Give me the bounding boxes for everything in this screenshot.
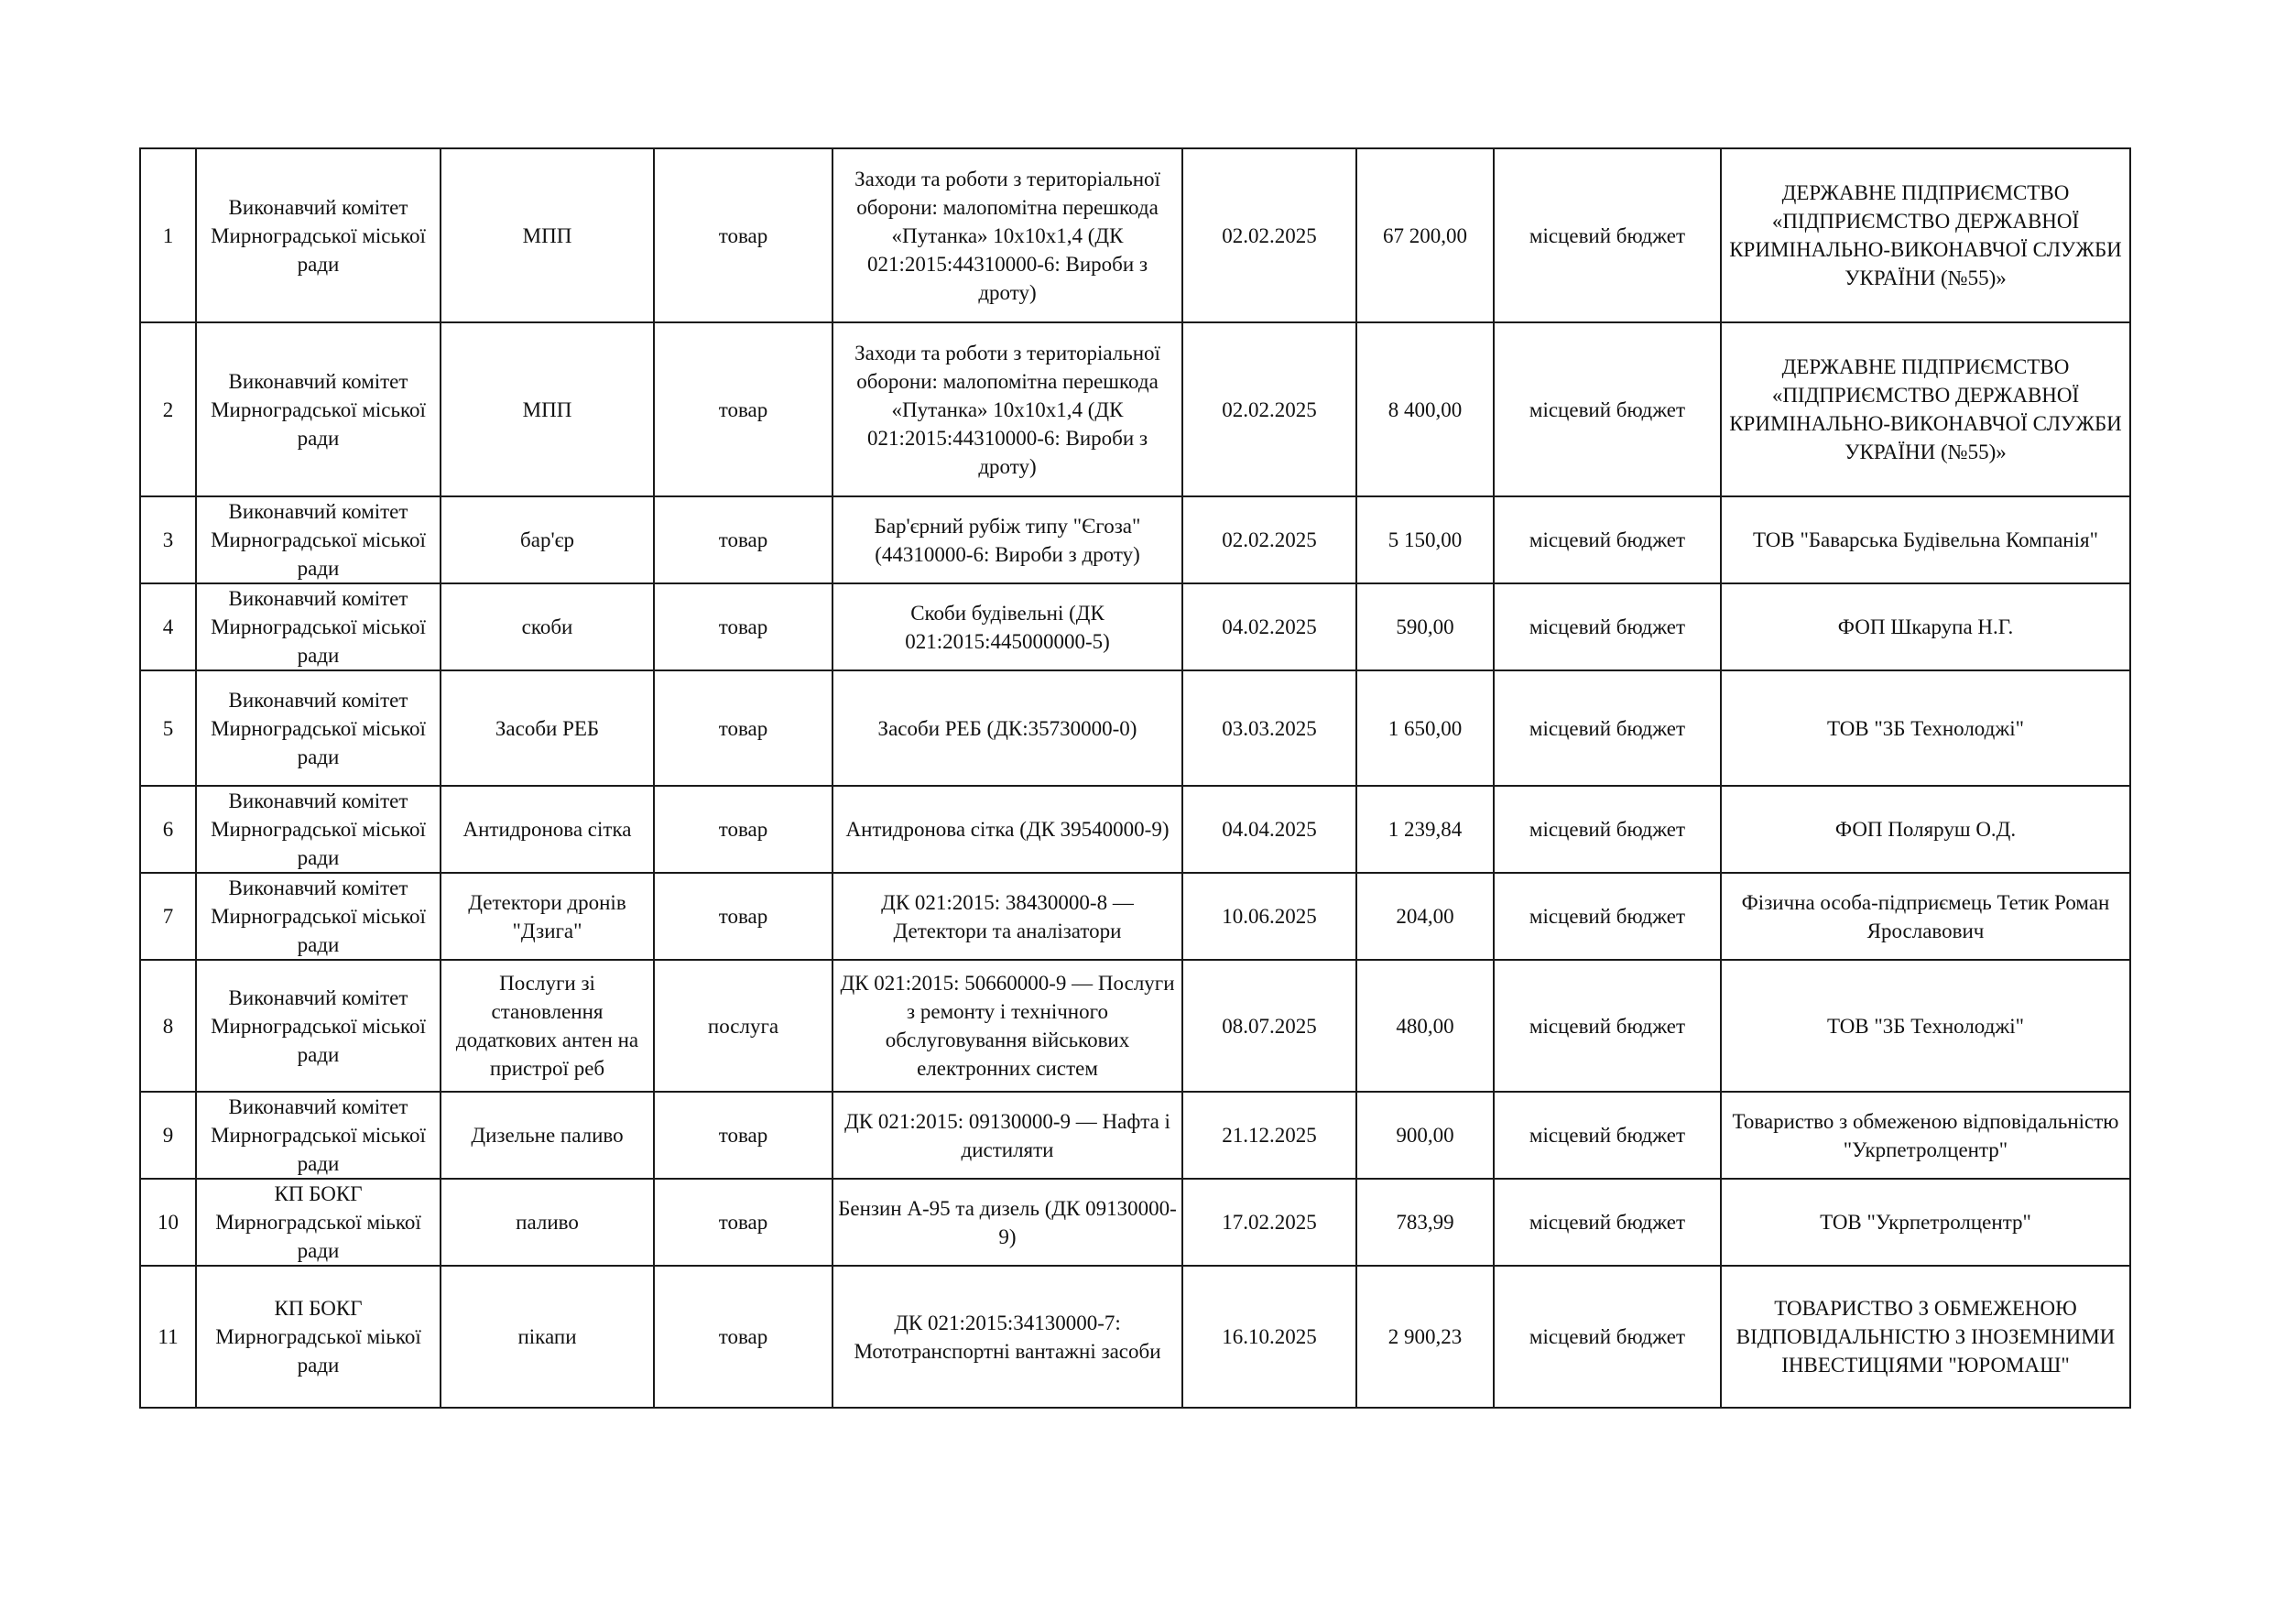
source-cell: місцевий бюджет — [1494, 1266, 1721, 1408]
date-cell: 02.02.2025 — [1182, 496, 1356, 583]
subject-cell: МПП — [441, 148, 654, 322]
amount-cell: 2 900,23 — [1356, 1266, 1494, 1408]
table-row — [140, 496, 2130, 583]
description-cell: Бензин А-95 та дизель (ДК 09130000-9) — [832, 1179, 1182, 1266]
row-number: 8 — [140, 960, 196, 1092]
subject-cell: Засоби РЕБ — [441, 670, 654, 786]
source-cell: місцевий бюджет — [1494, 148, 1721, 322]
row-number: 11 — [140, 1266, 196, 1408]
supplier-cell: ТОВ "Укрпетролцентр" — [1721, 1179, 2130, 1266]
amount-cell: 8 400,00 — [1356, 322, 1494, 496]
table-row — [140, 960, 2130, 1092]
table-row — [140, 670, 2130, 786]
customer-cell: Виконавчий комітет Мирноградської міської ради — [196, 1092, 441, 1179]
supplier-cell: ТОВАРИСТВО З ОБМЕЖЕНОЮ ВІДПОВІДАЛЬНІСТЮ З ІНОЗЕМНИМИ ІНВЕСТИЦІЯМИ "ЮРОМАШ" — [1721, 1266, 2130, 1408]
customer-cell: Виконавчий комітет Мирноградської міської ради — [196, 583, 441, 670]
date-cell: 08.07.2025 — [1182, 960, 1356, 1092]
subject-cell: скоби — [441, 583, 654, 670]
type-cell: товар — [654, 583, 832, 670]
description-cell: ДК 021:2015:34130000-7: Мототранспортні вантажні засоби — [832, 1266, 1182, 1408]
source-cell: місцевий бюджет — [1494, 322, 1721, 496]
source-cell: місцевий бюджет — [1494, 670, 1721, 786]
supplier-cell: Фізична особа-підприємець Тетик Роман Ярославович — [1721, 873, 2130, 960]
table-row — [140, 1179, 2130, 1266]
source-cell: місцевий бюджет — [1494, 873, 1721, 960]
supplier-cell: ТОВ "Баварська Будівельна Компанія" — [1721, 496, 2130, 583]
source-cell: місцевий бюджет — [1494, 786, 1721, 873]
row-number: 6 — [140, 786, 196, 873]
description-cell: ДК 021:2015: 09130000-9 — Нафта і дистиляти — [832, 1092, 1182, 1179]
amount-cell: 783,99 — [1356, 1179, 1494, 1266]
supplier-cell: ДЕРЖАВНЕ ПІДПРИЄМСТВО «ПІДПРИЄМСТВО ДЕРЖАВНОЇ КРИМІНАЛЬНО-ВИКОНАВЧОЇ СЛУЖБИ УКРАЇНИ (№55)» — [1721, 148, 2130, 322]
row-number: 9 — [140, 1092, 196, 1179]
description-cell: Заходи та роботи з територіальної оборони: малопомітна перешкода «Путанка» 10х10х1,4 (ДК 021:2015:44310000-6: Вироби з дроту) — [832, 148, 1182, 322]
amount-cell: 1 650,00 — [1356, 670, 1494, 786]
row-number: 7 — [140, 873, 196, 960]
source-cell: місцевий бюджет — [1494, 1179, 1721, 1266]
source-cell: місцевий бюджет — [1494, 1092, 1721, 1179]
date-cell: 10.06.2025 — [1182, 873, 1356, 960]
row-number: 5 — [140, 670, 196, 786]
customer-cell: КП БОКГ Мирноградської міької ради — [196, 1266, 441, 1408]
row-number: 4 — [140, 583, 196, 670]
date-cell: 02.02.2025 — [1182, 322, 1356, 496]
subject-cell: Дизельне паливо — [441, 1092, 654, 1179]
supplier-cell: ФОП Поляруш О.Д. — [1721, 786, 2130, 873]
type-cell: товар — [654, 873, 832, 960]
subject-cell: паливо — [441, 1179, 654, 1266]
description-cell: Скоби будівельні (ДК 021:2015:445000000-5) — [832, 583, 1182, 670]
customer-cell: Виконавчий комітет Мирноградської міської ради — [196, 148, 441, 322]
subject-cell: пікапи — [441, 1266, 654, 1408]
type-cell: товар — [654, 1179, 832, 1266]
procurement-table — [139, 147, 2131, 1409]
description-cell: Бар'єрний рубіж типу "Єгоза" (44310000-6: Вироби з дроту) — [832, 496, 1182, 583]
date-cell: 03.03.2025 — [1182, 670, 1356, 786]
amount-cell: 480,00 — [1356, 960, 1494, 1092]
subject-cell: МПП — [441, 322, 654, 496]
date-cell: 21.12.2025 — [1182, 1092, 1356, 1179]
table-row — [140, 148, 2130, 322]
description-cell: ДК 021:2015: 50660000-9 — Послуги з ремонту і технічного обслуговування військових електронних систем — [832, 960, 1182, 1092]
row-number: 10 — [140, 1179, 196, 1266]
supplier-cell: Товариство з обмеженою відповідальністю "Укрпетролцентр" — [1721, 1092, 2130, 1179]
supplier-cell: ТОВ "3Б Технолоджі" — [1721, 670, 2130, 786]
subject-cell: бар'єр — [441, 496, 654, 583]
subject-cell: Детектори дронів "Дзига" — [441, 873, 654, 960]
table-row — [140, 1092, 2130, 1179]
date-cell: 02.02.2025 — [1182, 148, 1356, 322]
type-cell: товар — [654, 496, 832, 583]
table-row — [140, 322, 2130, 496]
description-cell: Антидронова сітка (ДК 39540000-9) — [832, 786, 1182, 873]
customer-cell: Виконавчий комітет Мирноградської міської ради — [196, 960, 441, 1092]
date-cell: 17.02.2025 — [1182, 1179, 1356, 1266]
customer-cell: Виконавчий комітет Мирноградської міської ради — [196, 670, 441, 786]
description-cell: Засоби РЕБ (ДК:35730000-0) — [832, 670, 1182, 786]
row-number: 1 — [140, 148, 196, 322]
type-cell: товар — [654, 670, 832, 786]
amount-cell: 204,00 — [1356, 873, 1494, 960]
table-row — [140, 583, 2130, 670]
customer-cell: Виконавчий комітет Мирноградської міської ради — [196, 873, 441, 960]
customer-cell: Виконавчий комітет Мирноградської міської ради — [196, 786, 441, 873]
date-cell: 04.02.2025 — [1182, 583, 1356, 670]
table-row — [140, 786, 2130, 873]
type-cell: товар — [654, 148, 832, 322]
supplier-cell: ФОП Шкарупа Н.Г. — [1721, 583, 2130, 670]
row-number: 2 — [140, 322, 196, 496]
customer-cell: Виконавчий комітет Мирноградської міської ради — [196, 322, 441, 496]
table-row — [140, 873, 2130, 960]
type-cell: товар — [654, 1266, 832, 1408]
description-cell: Заходи та роботи з територіальної оборони: малопомітна перешкода «Путанка» 10х10х1,4 (ДК 021:2015:44310000-6: Вироби з дроту) — [832, 322, 1182, 496]
date-cell: 16.10.2025 — [1182, 1266, 1356, 1408]
amount-cell: 1 239,84 — [1356, 786, 1494, 873]
type-cell: товар — [654, 786, 832, 873]
amount-cell: 67 200,00 — [1356, 148, 1494, 322]
amount-cell: 900,00 — [1356, 1092, 1494, 1179]
source-cell: місцевий бюджет — [1494, 583, 1721, 670]
row-number: 3 — [140, 496, 196, 583]
type-cell: послуга — [654, 960, 832, 1092]
customer-cell: Виконавчий комітет Мирноградської міської ради — [196, 496, 441, 583]
date-cell: 04.04.2025 — [1182, 786, 1356, 873]
customer-cell: КП БОКГ Мирноградської міької ради — [196, 1179, 441, 1266]
subject-cell: Антидронова сітка — [441, 786, 654, 873]
source-cell: місцевий бюджет — [1494, 496, 1721, 583]
table-row — [140, 1266, 2130, 1408]
source-cell: місцевий бюджет — [1494, 960, 1721, 1092]
subject-cell: Послуги зі становлення додаткових антен на пристрої реб — [441, 960, 654, 1092]
description-cell: ДК 021:2015: 38430000-8 — Детектори та аналізатори — [832, 873, 1182, 960]
type-cell: товар — [654, 1092, 832, 1179]
amount-cell: 5 150,00 — [1356, 496, 1494, 583]
type-cell: товар — [654, 322, 832, 496]
amount-cell: 590,00 — [1356, 583, 1494, 670]
supplier-cell: ДЕРЖАВНЕ ПІДПРИЄМСТВО «ПІДПРИЄМСТВО ДЕРЖАВНОЇ КРИМІНАЛЬНО-ВИКОНАВЧОЇ СЛУЖБИ УКРАЇНИ (№55)» — [1721, 322, 2130, 496]
supplier-cell: ТОВ "3Б Технолоджі" — [1721, 960, 2130, 1092]
